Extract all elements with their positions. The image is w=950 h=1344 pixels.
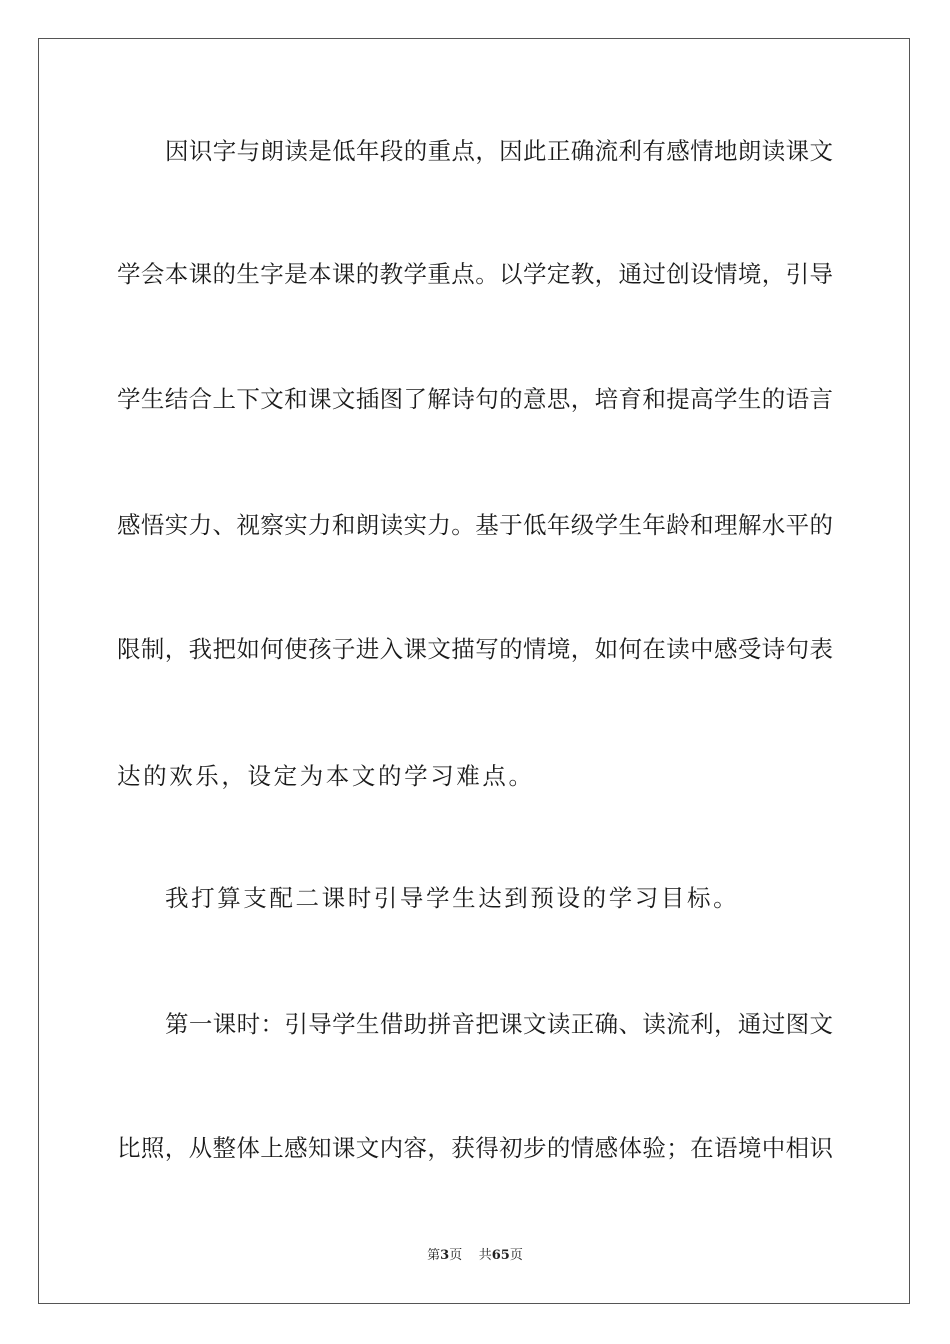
page-frame xyxy=(38,38,910,1304)
page-suffix: 页 xyxy=(449,1248,463,1263)
total-prefix: 共 xyxy=(478,1248,492,1263)
paragraph-line: 比照，从整体上感知课文内容，获得初步的情感体验；在语境中相识 xyxy=(117,1134,833,1162)
paragraph-line: 限制，我把如何使孩子进入课文描写的情境，如何在读中感受诗句表 xyxy=(117,635,833,663)
total-pages: 65 xyxy=(491,1248,510,1263)
page-number: 3 xyxy=(440,1248,450,1263)
paragraph-line: 学生结合上下文和课文插图了解诗句的意思，培育和提高学生的语言 xyxy=(117,385,833,413)
paragraph-line: 达的欢乐，设定为本文的学习难点。 xyxy=(117,762,535,790)
page-footer xyxy=(0,1248,950,1264)
page-prefix: 第 xyxy=(427,1248,441,1263)
paragraph-line: 第一课时：引导学生借助拼音把课文读正确、读流利，通过图文 xyxy=(165,1010,833,1038)
total-suffix: 页 xyxy=(509,1248,523,1263)
paragraph-line: 因识字与朗读是低年段的重点，因此正确流利有感情地朗读课文 xyxy=(165,137,833,165)
paragraph-line: 学会本课的生字是本课的教学重点。以学定教，通过创设情境，引导 xyxy=(117,260,833,288)
paragraph-line: 感悟实力、视察实力和朗读实力。基于低年级学生年龄和理解水平的 xyxy=(117,511,833,539)
paragraph-line: 我打算支配二课时引导学生达到预设的学习目标。 xyxy=(165,884,740,912)
